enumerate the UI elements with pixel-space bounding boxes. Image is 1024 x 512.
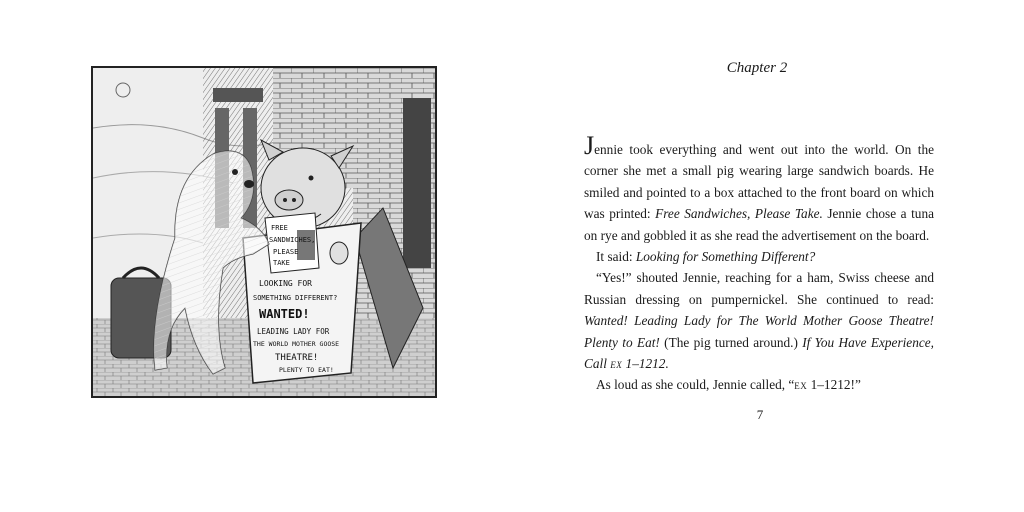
board-text-line: SOMETHING DIFFERENT?	[253, 294, 338, 302]
drop-cap: J	[584, 131, 595, 160]
box-text-line: FREE	[271, 224, 288, 232]
paragraph	[584, 246, 934, 267]
text-run: 1–1212!”	[807, 377, 861, 393]
chapter-heading: Chapter 2	[726, 60, 788, 76]
story-text	[584, 131, 934, 396]
text-run: It said:	[596, 249, 636, 265]
text-run: Jennie chose a tuna on rye and gobbled it as she read the advertisement on the board.	[584, 206, 934, 243]
board-text-line: PLENTY TO EAT!	[279, 366, 334, 374]
paragraph	[584, 131, 934, 246]
italic-text: Looking for Something Different?	[635, 249, 816, 265]
italic-text: Free Sandwiches, Please Take.	[655, 206, 823, 222]
text-run: “Yes!” shouted Jennie, reaching for a ham, Swiss cheese and Russian dressing on pumpernickel. She continued to read:	[584, 270, 934, 307]
text-run: ennie took everything and went out into the world. On the corner she met a small pig wearing large sandwich boards. He smiled and pointed to a box attached to the front board on which was printed:	[584, 142, 934, 222]
text-run: As loud as she could, Jennie called, “	[596, 377, 795, 393]
italic-text: Wanted! Leading Lady for The World Mother Goose Theatre! Plenty to Eat!	[584, 313, 934, 350]
box-text-line: TAKE	[273, 259, 290, 267]
text-run: (The pig turned around.)	[659, 334, 803, 350]
italic-text: If You Have Experience, Call	[584, 334, 934, 372]
italic-text: 1–1212.	[622, 356, 669, 372]
paragraph	[584, 267, 934, 374]
box-text-line: SANDWICHES,	[269, 236, 316, 244]
board-text-line: THEATRE!	[275, 353, 319, 363]
box-text-line: PLEASE	[273, 248, 299, 256]
illustration-dog-and-pig	[91, 66, 437, 398]
board-text-line: WANTED!	[259, 307, 310, 321]
board-text-line: LEADING LADY FOR	[257, 327, 330, 336]
board-text-line: LOOKING FOR	[259, 279, 312, 288]
page-number: 7	[756, 407, 764, 422]
paragraph	[584, 374, 934, 395]
small-caps-text: ex	[610, 356, 623, 372]
small-caps-text: ex	[794, 377, 808, 393]
board-text-line: THE WORLD MOTHER GOOSE	[253, 340, 340, 348]
